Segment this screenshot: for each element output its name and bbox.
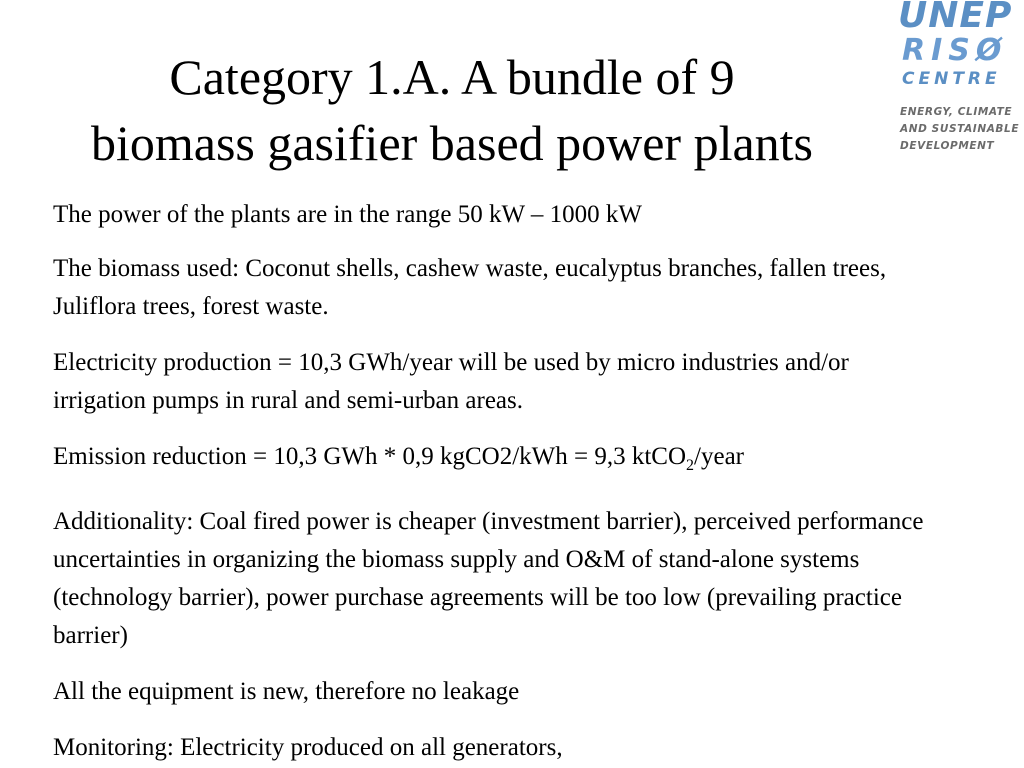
logo-tagline bbox=[900, 104, 1019, 155]
slide-title-line-1: Category 1.A. A bundle of 9 bbox=[169, 49, 735, 105]
biomass-text: The biomass used: Coconut shells, cashew waste, eucalyptus branches, fallen trees, Juliflora trees, forest waste. bbox=[53, 255, 887, 320]
electricity-production-text: Electricity production = 10,3 GWh/year will be used by micro industries and/or irrigation pumps in rural and semi-urban areas. bbox=[53, 349, 849, 414]
logo-centre: CENTRE bbox=[902, 69, 1001, 89]
logo-tagline-line-2: AND SUSTAINABLE bbox=[900, 123, 1020, 135]
emission-reduction-unit: /year bbox=[694, 443, 744, 470]
slide-title bbox=[0, 44, 904, 176]
power-range-text: The power of the plants are in the range 50 kW – 1000 kW bbox=[53, 201, 642, 228]
additionality-text: Additionality: Coal fired power is cheaper (investment barrier), perceived performance uncertainties in organizing the biomass supply and O&M of stand-alone systems (technology barrier), power purchase agreements will be too low (prevailing practice barrier) bbox=[53, 508, 924, 649]
monitoring-text: Monitoring: Electricity produced on all generators, bbox=[53, 734, 563, 761]
unep-riso-logo bbox=[896, 0, 1020, 160]
logo-tagline-line-3: DEVELOPMENT bbox=[900, 140, 995, 152]
logo-subname: RISØ bbox=[902, 33, 1008, 68]
logo-tagline-line-1: ENERGY, CLIMATE bbox=[900, 106, 1013, 118]
co2-subscript: 2 bbox=[686, 457, 695, 474]
slide-title-line-2: biomass gasifier based power plants bbox=[90, 115, 814, 171]
leakage-text: All the equipment is new, therefore no leakage bbox=[53, 678, 520, 705]
slide-body bbox=[53, 196, 933, 768]
logo-name: UNEP bbox=[898, 0, 1013, 36]
emission-reduction-text bbox=[53, 438, 933, 485]
emission-reduction-main: Emission reduction = 10,3 GWh * 0,9 kgCO2/kWh = 9,3 ktCO bbox=[53, 443, 687, 470]
